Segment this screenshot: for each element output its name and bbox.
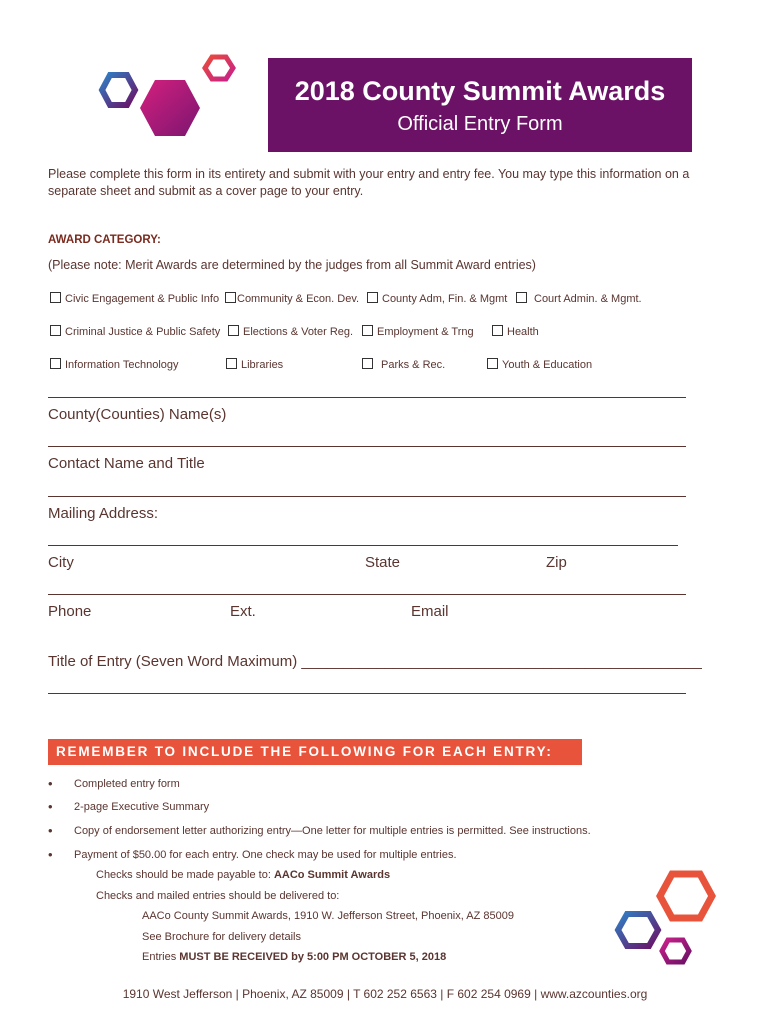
checkbox-icon[interactable] [362, 325, 373, 336]
checkbox-icon[interactable] [487, 358, 498, 369]
mailing-address-line[interactable] [48, 496, 686, 497]
bullet-icon: • [48, 799, 53, 814]
checkbox-icon[interactable] [367, 292, 378, 303]
checkbox-icon[interactable] [50, 358, 61, 369]
checkbox-libraries[interactable]: Libraries [226, 358, 283, 371]
email-label: Email [411, 603, 449, 620]
city-label: City [48, 554, 74, 571]
checkbox-community-econ[interactable]: Community & Econ. Dev. [225, 292, 359, 305]
bullet-icon: • [48, 847, 53, 862]
page-title: 2018 County Summit Awards [294, 76, 666, 106]
checkbox-icon[interactable] [50, 292, 61, 303]
checkbox-employment[interactable]: Employment & Trng [362, 325, 474, 338]
phone-label: Phone [48, 603, 92, 620]
list-item: • Copy of endorsement letter authorizing entry—One letter for multiple entries is permitted. See instructions. [48, 823, 591, 838]
bullet-icon: • [48, 776, 53, 791]
checkbox-health[interactable]: Health [492, 325, 539, 338]
checkbox-information-technology[interactable]: Information Technology [50, 358, 179, 371]
checkbox-icon[interactable] [226, 358, 237, 369]
checkbox-elections[interactable]: Elections & Voter Reg. [228, 325, 353, 338]
brochure-note: See Brochure for delivery details [142, 931, 301, 943]
bullet-icon: • [48, 823, 53, 838]
checkbox-civic-engagement[interactable]: Civic Engagement & Public Info [50, 292, 219, 305]
checkbox-icon[interactable] [225, 292, 236, 303]
reminder-banner: REMEMBER TO INCLUDE THE FOLLOWING FOR EACH ENTRY: [48, 739, 582, 765]
zip-label: Zip [546, 554, 567, 571]
delivery-address: AACo County Summit Awards, 1910 W. Jefferson Street, Phoenix, AZ 85009 [142, 910, 514, 922]
county-name-line[interactable] [48, 397, 686, 398]
deadline-text: Entries MUST BE RECEIVED by 5:00 PM OCTOBER 5, 2018 [142, 951, 447, 963]
intro-text: Please complete this form in its entirety and submit with your entry and entry fee. You may type this information on a separate sheet and submit as a cover page to your entry. [48, 167, 690, 198]
hexagon-logo [92, 50, 262, 160]
footer-contact: 1910 West Jefferson | Phoenix, AZ 85009 | T 602 252 6563 | F 602 254 0969 | www.azcounties.org [122, 987, 648, 1001]
hexagon-logo-bottom [610, 866, 725, 974]
state-label: State [365, 554, 401, 571]
checkbox-criminal-justice[interactable]: Criminal Justice & Public Safety [50, 325, 220, 338]
checkbox-icon[interactable] [50, 325, 61, 336]
checkbox-county-adm[interactable]: County Adm, Fin. & Mgmt [367, 292, 507, 305]
title-banner [268, 58, 692, 152]
ext-label: Ext. [230, 603, 256, 620]
page-subtitle: Official Entry Form [397, 113, 563, 135]
list-item: • 2-page Executive Summary [48, 799, 210, 814]
award-category-heading: AWARD CATEGORY: [48, 234, 161, 246]
list-item: • Completed entry form [48, 776, 180, 791]
checkbox-parks-rec[interactable]: Parks & Rec. [362, 358, 445, 371]
list-item: • Payment of $50.00 for each entry. One check may be used for multiple entries. [48, 847, 457, 862]
checkbox-icon[interactable] [228, 325, 239, 336]
award-category-note: (Please note: Merit Awards are determined by the judges from all Summit Award entries) [48, 258, 536, 272]
contact-name-label: Contact Name and Title [48, 455, 205, 472]
contact-name-line[interactable] [48, 446, 686, 447]
checkbox-icon[interactable] [516, 292, 527, 303]
checkbox-icon[interactable] [362, 358, 373, 369]
title-of-entry-line[interactable] [48, 693, 686, 694]
county-name-label: County(Counties) Name(s) [48, 406, 227, 423]
city-state-zip-line[interactable] [48, 545, 678, 546]
checkbox-court-admin[interactable]: Court Admin. & Mgmt. [516, 292, 642, 305]
title-of-entry-label: Title of Entry (Seven Word Maximum) ________________________________________________ [48, 653, 702, 670]
phone-email-line[interactable] [48, 594, 686, 595]
checks-payable-text: Checks should be made payable to: AACo Summit Awards [96, 869, 391, 881]
checkbox-icon[interactable] [492, 325, 503, 336]
delivered-to-text: Checks and mailed entries should be delivered to: [96, 890, 340, 902]
mailing-address-label: Mailing Address: [48, 505, 159, 522]
checkbox-youth-education[interactable]: Youth & Education [487, 358, 592, 371]
